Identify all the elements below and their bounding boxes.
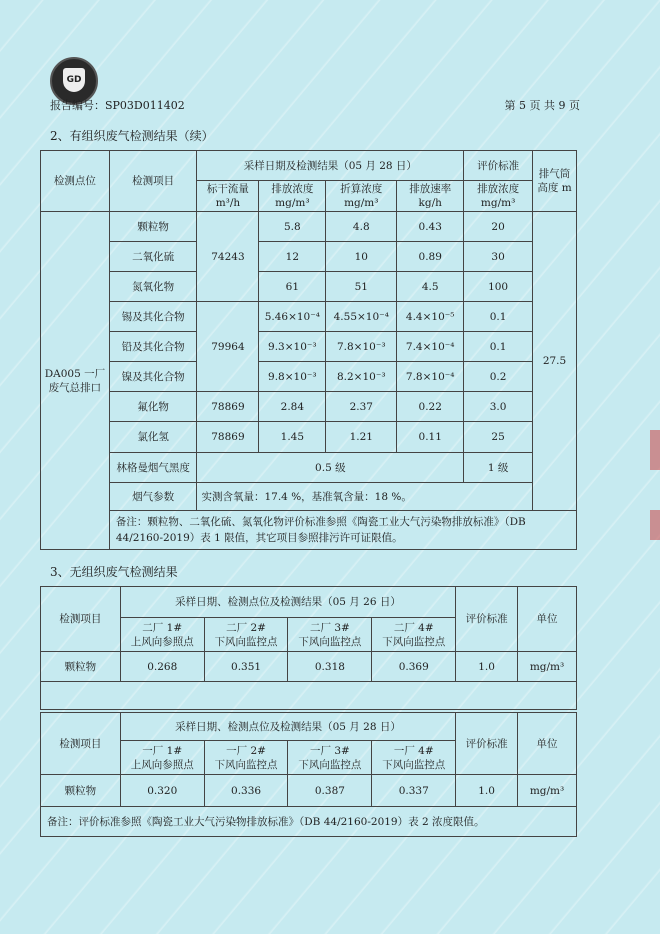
table-note-row (41, 807, 577, 837)
flow-value: 78869 (197, 392, 259, 422)
std-value: 0.2 (464, 362, 533, 392)
conv-value: 1.21 (326, 422, 397, 453)
table-row (41, 212, 577, 242)
value-cell: 0.268 (120, 652, 204, 682)
header-std: 评价标准 (456, 587, 518, 652)
row-item: 二氧化硫 (109, 242, 197, 272)
row-item: 氟化物 (109, 392, 197, 422)
row-item: 锡及其化合物 (109, 302, 197, 332)
point-header: 二厂 4# 下风向监控点 (372, 618, 456, 652)
table-row (41, 392, 577, 422)
conv-value: 4.55×10⁻⁴ (326, 302, 397, 332)
rate-value: 4.5 (397, 272, 464, 302)
point-header: 一厂 3# 下风向监控点 (288, 741, 372, 775)
header-item: 检测项目 (41, 587, 121, 652)
header-std: 评价标准 (456, 713, 518, 775)
fugitive-table-block-1 (40, 586, 577, 710)
std-value: 1.0 (456, 775, 518, 807)
value-cell: 0.318 (288, 652, 372, 682)
page-info: 第 5 页 共 9 页 (504, 99, 580, 112)
std-value: 20 (464, 212, 533, 242)
table-row (41, 302, 577, 332)
rate-value: 0.89 (397, 242, 464, 272)
table-row (41, 775, 577, 807)
point-header: 二厂 1# 上风向参照点 (120, 618, 204, 652)
std-value: 3.0 (464, 392, 533, 422)
header-date-group: 采样日期、检测点位及检测结果（05 月 26 日） (120, 587, 455, 618)
conv-value: 4.8 (326, 212, 397, 242)
logo-text: GD (63, 68, 85, 92)
emis-value: 61 (259, 272, 326, 302)
header-emis-conc: 排放浓度 mg/m³ (259, 181, 326, 212)
header-std-group: 评价标准 (464, 151, 533, 181)
std-value: 30 (464, 242, 533, 272)
unit-value: mg/m³ (518, 775, 577, 807)
value-cell: 0.320 (120, 775, 204, 807)
std-value: 100 (464, 272, 533, 302)
table-row (41, 332, 577, 362)
rate-value: 7.4×10⁻⁴ (397, 332, 464, 362)
point-header: 一厂 4# 下风向监控点 (372, 741, 456, 775)
table-row (41, 652, 577, 682)
spacer-row (41, 682, 577, 710)
table-row (41, 242, 577, 272)
organized-exhaust-table (40, 150, 577, 550)
rate-value: 0.22 (397, 392, 464, 422)
emis-value: 5.46×10⁻⁴ (259, 302, 326, 332)
value-cell: 0.337 (372, 775, 456, 807)
table-row (41, 362, 577, 392)
header-unit: 单位 (518, 587, 577, 652)
rate-value: 0.11 (397, 422, 464, 453)
row-item: 氯化氢 (109, 422, 197, 453)
header-item: 检测项目 (41, 713, 121, 775)
row-item: 烟气参数 (109, 483, 197, 511)
emis-value: 12 (259, 242, 326, 272)
rate-value: 0.43 (397, 212, 464, 242)
std-value: 1.0 (456, 652, 518, 682)
report-number: 报告编号：SP03D011402 (50, 99, 185, 112)
rate-value: 7.8×10⁻⁴ (397, 362, 464, 392)
header-conv-conc: 折算浓度 mg/m³ (326, 181, 397, 212)
flow-value: 78869 (197, 422, 259, 453)
conv-value: 51 (326, 272, 397, 302)
header-rate: 排放速率 kg/h (397, 181, 464, 212)
header-unit: 单位 (518, 713, 577, 775)
header-date-group: 采样日期及检测结果（05 月 28 日） (197, 151, 464, 181)
flow-value: 79964 (197, 302, 259, 392)
conv-value: 10 (326, 242, 397, 272)
seal-edge-mark (650, 510, 660, 540)
value-cell: 0.351 (204, 652, 288, 682)
row-item: 林格曼烟气黑度 (109, 453, 197, 483)
row-item: 颗粒物 (41, 775, 121, 807)
smoke-value: 实测含氧量：17.4 %，基准氧含量：18 %。 (197, 483, 577, 511)
section2-note: 备注：颗粒物、二氧化硫、氮氧化物评价标准参照《陶瓷工业大气污染物排放标准》（DB 44/2160-2019）表 1 限值，其它项目参照排污许可证限值。 (109, 511, 576, 550)
value-cell: 0.369 (372, 652, 456, 682)
emis-value: 1.45 (259, 422, 326, 453)
table-row (41, 272, 577, 302)
header-date-group: 采样日期、检测点位及检测结果（05 月 28 日） (120, 713, 455, 741)
table-row (41, 453, 577, 483)
point-header: 二厂 3# 下风向监控点 (288, 618, 372, 652)
section3-note: 备注：评价标准参照《陶瓷工业大气污染物排放标准》（DB 44/2160-2019）表 2 浓度限值。 (41, 807, 577, 837)
header-flow: 标干流量 m³/h (197, 181, 259, 212)
point-header: 一厂 1# 上风向参照点 (120, 741, 204, 775)
section2-title: 2、有组织废气检测结果（续） (50, 129, 214, 143)
std-value: 0.1 (464, 302, 533, 332)
header-std-conc: 排放浓度 mg/m³ (464, 181, 533, 212)
flow-value: 74243 (197, 212, 259, 302)
std-value: 25 (464, 422, 533, 453)
rate-value: 4.4×10⁻⁵ (397, 302, 464, 332)
row-item: 颗粒物 (109, 212, 197, 242)
emis-value: 2.84 (259, 392, 326, 422)
conv-value: 2.37 (326, 392, 397, 422)
table-note-row (41, 511, 577, 550)
point-header: 一厂 2# 下风向监控点 (204, 741, 288, 775)
std-value: 0.1 (464, 332, 533, 362)
header-point: 检测点位 (41, 151, 110, 212)
emis-value: 5.8 (259, 212, 326, 242)
ringelmann-value: 0.5 级 (197, 453, 464, 483)
row-item: 颗粒物 (41, 652, 121, 682)
point-name: DA005 一厂废气总排口 (41, 212, 110, 550)
table-row (41, 483, 577, 511)
value-cell: 0.387 (288, 775, 372, 807)
emis-value: 9.3×10⁻³ (259, 332, 326, 362)
row-item: 镍及其化合物 (109, 362, 197, 392)
height-value: 27.5 (533, 212, 577, 511)
conv-value: 7.8×10⁻³ (326, 332, 397, 362)
conv-value: 8.2×10⁻³ (326, 362, 397, 392)
header-item: 检测项目 (109, 151, 197, 212)
emis-value: 9.8×10⁻³ (259, 362, 326, 392)
value-cell: 0.336 (204, 775, 288, 807)
seal-edge-mark (650, 430, 660, 470)
section3-title: 3、无组织废气检测结果 (50, 565, 178, 579)
table-row (41, 422, 577, 453)
std-value: 1 级 (464, 453, 533, 483)
row-item: 氮氧化物 (109, 272, 197, 302)
header-height: 排气筒高度 m (533, 151, 577, 212)
fugitive-table-block-2 (40, 712, 577, 837)
point-header: 二厂 2# 下风向监控点 (204, 618, 288, 652)
unit-value: mg/m³ (518, 652, 577, 682)
row-item: 铅及其化合物 (109, 332, 197, 362)
